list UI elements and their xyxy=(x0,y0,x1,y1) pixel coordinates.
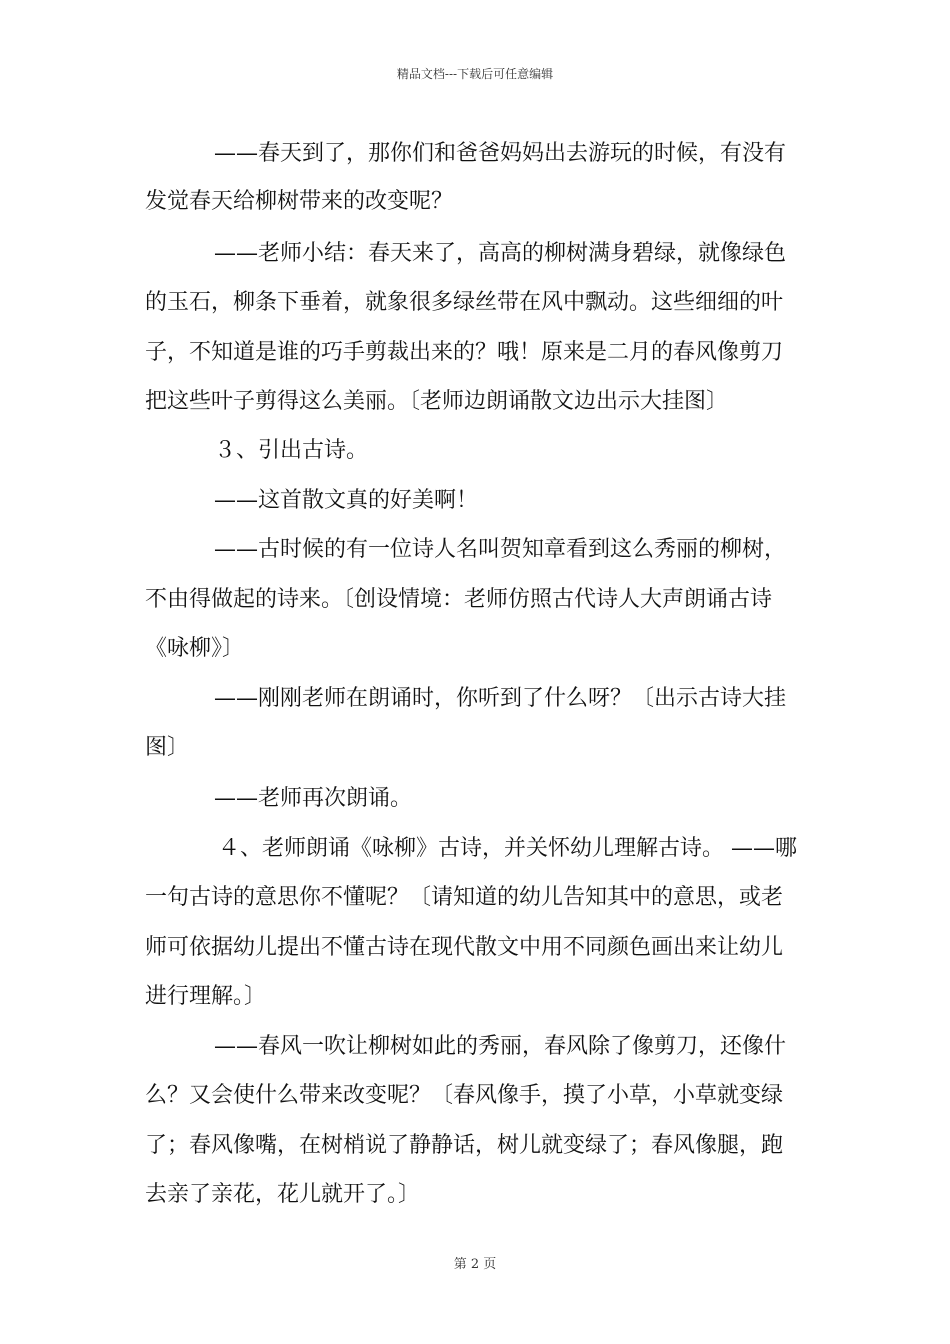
text-line: ——刚刚老师在朗诵时，你听到了什么呀？〔出示古诗大挂 xyxy=(214,686,787,711)
text-line: ——老师再次朗诵。 xyxy=(214,786,413,811)
page-header: 精品文档---下载后可任意编辑 xyxy=(396,67,554,81)
text-line: ——老师小结：春天来了，高高的柳树满身碧绿，就像绿色 xyxy=(214,241,787,266)
text-line: 师可依据幼儿提出不懂古诗在现代散文中用不同颜色画出来让幼儿 xyxy=(145,935,784,960)
text-line: ——春风一吹让柳树如此的秀丽，春风除了像剪刀，还像什 xyxy=(214,1034,787,1059)
text-line: ——春天到了，那你们和爸爸妈妈出去游玩的时候，有没有 xyxy=(214,141,787,166)
text-line: 图〕 xyxy=(145,735,190,760)
text-line: ４、老师朗诵《咏柳》古诗，并关怀幼儿理解古诗。 ——哪 xyxy=(218,836,797,861)
text-line: 了；春风像嘴，在树梢说了静静话，树儿就变绿了；春风像腿，跑 xyxy=(145,1133,784,1158)
text-line: 不由得做起的诗来。〔创设情境：老师仿照古代诗人大声朗诵古诗 xyxy=(145,587,773,612)
text-line: 把这些叶子剪得这么美丽。〔老师边朗诵散文边出示大挂图〕 xyxy=(145,389,729,414)
text-line: ３、引出古诗。 xyxy=(214,438,369,463)
text-line: 发觉春天给柳树带来的改变呢？ xyxy=(145,189,454,214)
text-line: 进行理解。〕 xyxy=(145,984,267,1009)
text-line: 去亲了亲花，花儿就开了。〕 xyxy=(145,1182,421,1207)
text-line: 的玉石，柳条下垂着，就象很多绿丝带在风中飘动。这些细细的叶 xyxy=(145,290,784,315)
page-number: 第 2 页 xyxy=(453,1257,497,1272)
text-line: 一句古诗的意思你不懂呢？〔请知道的幼儿告知其中的意思，或老 xyxy=(145,885,784,910)
text-line: 子，不知道是谁的巧手剪裁出来的？哦！原来是二月的春风像剪刀 xyxy=(145,340,784,365)
text-line: ——古时候的有一位诗人名叫贺知章看到这么秀丽的柳树， xyxy=(214,537,787,562)
text-line: 么？又会使什么带来改变呢？〔春风像手，摸了小草，小草就变绿 xyxy=(145,1083,784,1108)
text-line: ——这首散文真的好美啊！ xyxy=(214,488,479,513)
text-line: 《咏柳》〕 xyxy=(145,636,245,661)
